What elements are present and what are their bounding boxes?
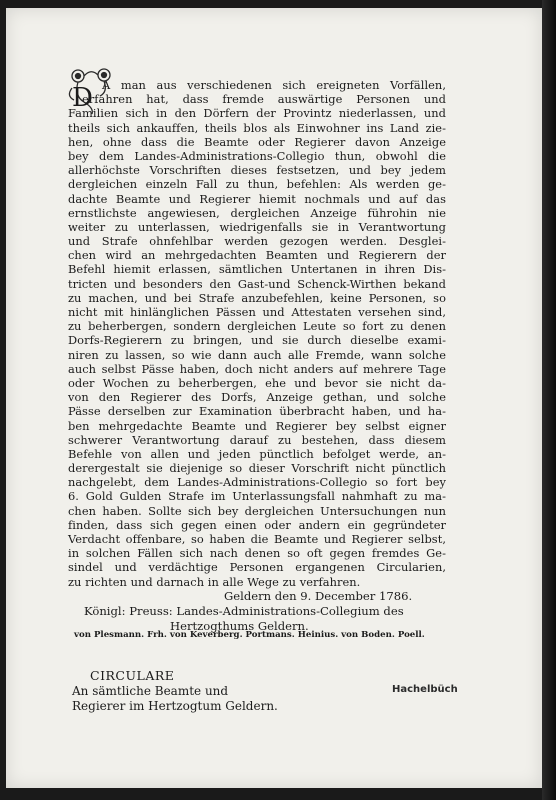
circular-body-text bbox=[68, 78, 446, 589]
handwritten-note: Hachelbüch bbox=[392, 684, 458, 695]
body-line: ben mehrgedachte Beamte und Regierer bey selbst eigner bbox=[68, 418, 446, 433]
signers-line: von Plesmann. Frh. von Keverberg. Portmans. Heinius. von Boden. Poell. bbox=[74, 630, 425, 640]
body-line: 6. Gold Gulden Strafe im Unterlassungsfall nahmhaft zu ma- bbox=[68, 489, 446, 504]
body-line: von den Regierer des Dorfs, Anzeige gethan, und solche bbox=[68, 390, 446, 405]
body-line: derergestalt sie diejenige so dieser Vorschrift nicht pünctlich bbox=[68, 461, 446, 476]
body-line: chen wird an mehrgedachten Beamten und Regierern der bbox=[68, 248, 446, 263]
body-line: niren zu lassen, so wie dann auch alle Fremde, wann solche bbox=[68, 347, 446, 362]
body-line: Befehle von allen und jeden pünctlich befolget werde, an- bbox=[68, 446, 446, 461]
body-line: chen haben. Sollte sich bey dergleichen Untersuchungen nun bbox=[68, 503, 446, 518]
body-line: dachte Beamte und Regierer hiemit nochmals und auf das bbox=[68, 191, 446, 206]
body-line: Dorfs-Regierern zu bringen, und sie durch dieselbe exami- bbox=[68, 333, 446, 348]
svg-text:D: D bbox=[72, 83, 93, 113]
body-line: Verdacht offenbare, so haben die Beamte und Regierer selbst, bbox=[68, 532, 446, 546]
body-line: weiter zu unterlassen, wiedrigenfalls sie in Verantwortung bbox=[68, 219, 446, 234]
page-edge-shadow bbox=[542, 0, 556, 800]
body-line: zu beherbergen, sondern dergleichen Leute so fort zu denen bbox=[68, 319, 446, 334]
body-line: allerhöchste Vorschriften dieses festsetzen, und bey jedem bbox=[68, 163, 446, 178]
body-line: tricten und besonders den Gast-und Schenck-Wirthen bekand bbox=[68, 276, 446, 291]
body-line: Befehl hiemit erlassen, sämtlichen Untertanen in ihren Dis- bbox=[68, 262, 446, 277]
body-line: erfahren hat, dass fremde auswärtige Personen und bbox=[82, 92, 446, 107]
body-line: Familien sich in den Dörfern der Provintz niederlassen, und bbox=[68, 106, 446, 121]
body-line: bey dem Landes-Administrations-Collegio thun, obwohl die bbox=[68, 148, 446, 163]
address-line: An sämtliche Beamte und bbox=[72, 684, 229, 698]
body-line: theils sich ankauffen, theils blos als Einwohner ins Land zie- bbox=[68, 120, 446, 135]
issuing-authority bbox=[84, 604, 404, 633]
addressee bbox=[72, 684, 278, 713]
authority-line: Hertzogthums Geldern. bbox=[170, 618, 309, 633]
body-line: A man aus verschiedenen sich ereigneten Vorfällen, bbox=[102, 78, 446, 92]
body-line: auch selbst Pässe haben, doch nicht anders auf mehrere Tage bbox=[68, 361, 446, 376]
body-line: schwerer Verantwortung darauf zu bestehen, dass diesem bbox=[68, 432, 446, 447]
address-line: Regierer im Hertzogtum Geldern. bbox=[72, 698, 278, 713]
circular-title: CIRCULARE bbox=[90, 668, 175, 683]
body-line: nicht mit hinlänglichen Pässen und Attestaten versehen sind, bbox=[68, 305, 446, 319]
body-line: nachgelebt, dem Landes-Administrations-Collegio so fort bey bbox=[68, 475, 446, 490]
authority-line: Königl: Preuss: Landes-Administrations-Collegium des bbox=[84, 604, 404, 618]
body-line: ernstlichste angewiesen, dergleichen Anzeige führohin nie bbox=[68, 205, 446, 220]
body-line: hen, ohne dass die Beamte oder Regierer davon Anzeige bbox=[68, 134, 446, 149]
body-line: zu richten und darnach in alle Wege zu verfahren. bbox=[68, 574, 361, 589]
body-line: Pässe derselben zur Examination überbracht haben, und ha- bbox=[68, 404, 446, 419]
body-line: zu machen, und bei Strafe anzubefehlen, keine Personen, so bbox=[68, 290, 446, 305]
body-line: sindel und verdächtige Personen ergangenen Circularien, bbox=[68, 560, 446, 575]
body-line: dergleichen einzeln Fall zu thun, befehlen: Als werden ge- bbox=[68, 177, 446, 192]
body-line: finden, dass sich gegen einen oder andern ein gegründeter bbox=[68, 517, 446, 532]
body-line: oder Wochen zu beherbergen, ehe und bevor sie nicht da- bbox=[68, 375, 446, 390]
body-line: und Strafe ohnfehlbar werden gezogen werden. Desglei- bbox=[68, 234, 446, 249]
date-line: Geldern den 9. December 1786. bbox=[224, 589, 413, 603]
body-line: in solchen Fällen sich nach denen so oft gegen fremdes Ge- bbox=[68, 546, 446, 561]
